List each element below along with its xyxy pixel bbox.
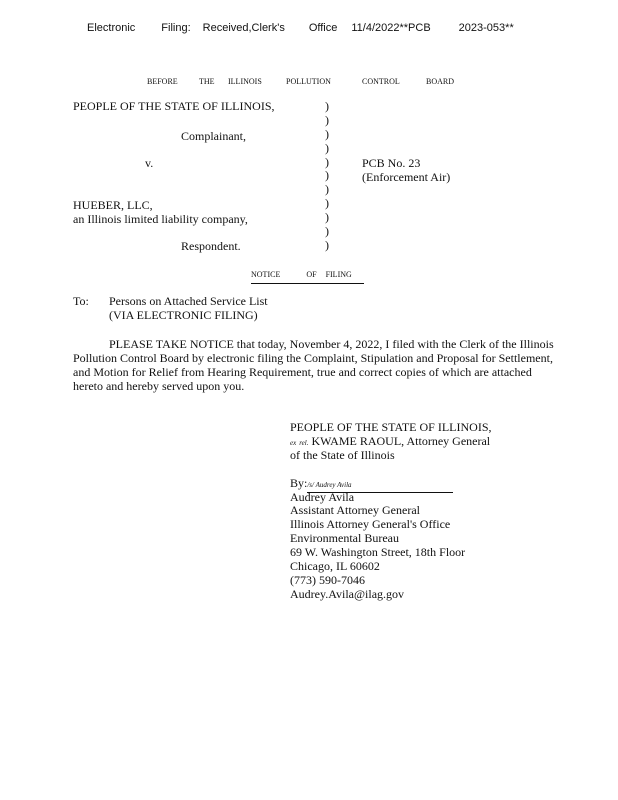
- sig-ex-rel-line: [290, 434, 492, 448]
- sig-email: Audrey.Avila@ilag.gov: [290, 586, 405, 601]
- board-before: BEFORE: [147, 77, 178, 86]
- caption-defendant: HUEBER, LLC,: [73, 198, 153, 212]
- stamp-number: 2023-053**: [458, 22, 514, 34]
- to-line2: (VIA ELECTRONIC FILING): [109, 308, 258, 322]
- sig-ex: ex: [290, 438, 297, 447]
- to-line1: Persons on Attached Service List: [109, 294, 268, 308]
- efiling-stamp: [87, 21, 514, 35]
- caption-parens: [325, 99, 335, 252]
- sig-by-line: [290, 476, 492, 490]
- sig-phone: (773) 590-7046: [290, 572, 365, 587]
- to-label: To:: [73, 294, 89, 308]
- caption-versus: v.: [145, 156, 154, 170]
- board-illinois: ILLINOIS: [228, 77, 262, 86]
- paren: ): [325, 182, 329, 197]
- sig-rel: rel.: [299, 438, 309, 447]
- paren: ): [325, 210, 329, 225]
- stamp-electronic: Electronic: [87, 22, 136, 34]
- paren: ): [325, 224, 329, 239]
- sig-address2: Chicago, IL 60602: [290, 559, 380, 574]
- stamp-received: Received,Clerk's: [202, 22, 285, 34]
- paren: ): [325, 99, 329, 113]
- caption-defendant-role: Respondent.: [181, 239, 241, 253]
- notice-heading: [251, 268, 364, 284]
- stamp-filing: Filing:: [161, 22, 191, 34]
- sig-title: Assistant Attorney General: [290, 503, 420, 518]
- sig-address1: 69 W. Washington Street, 18th Floor: [290, 545, 466, 560]
- signature-block: [290, 420, 492, 601]
- sig-party: PEOPLE OF THE STATE OF ILLINOIS,: [290, 420, 492, 434]
- sig-name: Audrey Avila: [290, 489, 355, 504]
- board-board: BOARD: [426, 77, 455, 86]
- body-text: PLEASE TAKE NOTICE that today, November 4, 2022, I filed with the Clerk of the Illinois Pollution Control Board by electronic filing the Complaint, Stipulation and Proposal for Settlement, and Motion for Relief from Hearing Requirement, true and correct copies of which are attached hereto and hereby served upon you.: [73, 337, 554, 393]
- stamp-date: 11/4/2022**PCB: [351, 22, 431, 34]
- caption-defendant-desc: an Illinois limited liability company,: [73, 212, 248, 226]
- sig-by-label: By:: [290, 475, 308, 490]
- board-control: CONTROL: [362, 77, 400, 86]
- body-paragraph: [73, 337, 563, 393]
- sig-esign: /s/ Audrey Avila: [307, 480, 352, 489]
- paren: ): [325, 196, 329, 211]
- board-the: THE: [199, 77, 215, 86]
- paren: ): [325, 154, 329, 169]
- sig-of-state: of the State of Illinois: [290, 447, 395, 462]
- paren: ): [325, 140, 329, 155]
- sig-office: Illinois Attorney General's Office: [290, 517, 451, 532]
- paren: ): [325, 112, 329, 127]
- case-number: PCB No. 23: [362, 156, 421, 170]
- of-word: OF: [306, 270, 317, 279]
- sig-bureau: Environmental Bureau: [290, 531, 399, 546]
- board-heading: [147, 75, 178, 89]
- notice-word: NOTICE: [251, 270, 281, 279]
- paren: ): [325, 126, 329, 141]
- board-pollution: POLLUTION: [286, 77, 331, 86]
- paren: ): [325, 168, 329, 183]
- caption-plaintiff: PEOPLE OF THE STATE OF ILLINOIS,: [73, 99, 275, 113]
- stamp-office: Office: [308, 22, 338, 34]
- paren: ): [325, 237, 329, 252]
- caption-plaintiff-role: Complainant,: [181, 129, 246, 143]
- filing-word: FILING: [325, 270, 352, 279]
- sig-attorney-general: KWAME RAOUL, Attorney General: [311, 433, 491, 448]
- case-type: (Enforcement Air): [362, 170, 451, 184]
